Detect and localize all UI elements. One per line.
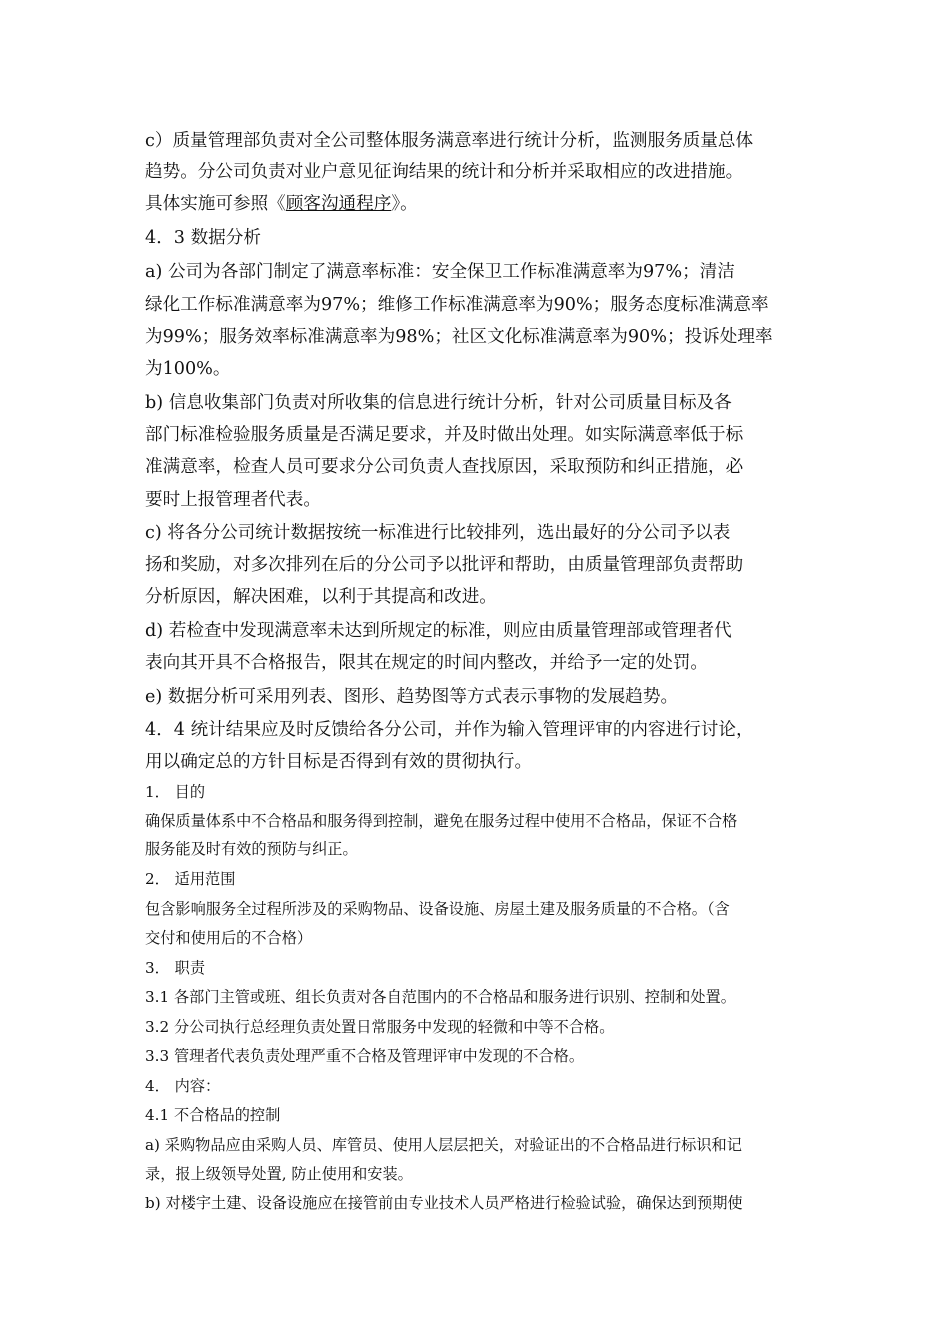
text-line: a) 采购物品应由采购人员、库管员、使用人层层把关，对验证出的不合格品进行标识和记 <box>145 1136 742 1154</box>
text-line: 2． 适用范围 <box>145 870 236 888</box>
text-line: 交付和使用后的不合格） <box>145 929 313 947</box>
text-line: 为99%；服务效率标准满意率为98%；社区文化标准满意率为90%；投诉处理率 <box>145 327 773 347</box>
text-line: 绿化工作标准满意率为97%；维修工作标准满意率为90%；服务态度标准满意率 <box>145 295 769 315</box>
text-line: 服务能及时有效的预防与纠正。 <box>145 840 358 858</box>
text-line: 具体实施可参照《顾客沟通程序》。 <box>145 194 418 214</box>
text-line: 4．4 统计结果应及时反馈给各分公司，并作为输入管理评审的内容进行讨论， <box>145 720 754 740</box>
text-line: 包含影响服务全过程所涉及的采购物品、设备设施、房屋土建及服务质量的不合格。（含 <box>145 900 730 918</box>
text-line: b) 信息收集部门负责对所收集的信息进行统计分析，针对公司质量目标及各 <box>145 393 732 413</box>
text-line: 3.3 管理者代表负责处理严重不合格及管理评审中发现的不合格。 <box>145 1047 585 1065</box>
text-line: 趋势。分公司负责对业户意见征询结果的统计和分析并采取相应的改进措施。 <box>145 162 744 182</box>
text-line: c) 将各分公司统计数据按统一标准进行比较排列，选出最好的分公司予以表 <box>145 523 731 543</box>
text-line: c）质量管理部负责对全公司整体服务满意率进行统计分析，监测服务质量总体 <box>145 131 754 151</box>
text-line: 为100%。 <box>145 359 231 379</box>
text-line: 扬和奖励，对多次排列在后的分公司予以批评和帮助，由质量管理部负责帮助 <box>145 555 744 575</box>
text-line: 4． 内容： <box>145 1077 221 1095</box>
text-line: 3.2 分公司执行总经理负责处置日常服务中发现的轻微和中等不合格。 <box>145 1018 615 1036</box>
text-line: 要时上报管理者代表。 <box>145 490 321 510</box>
text-line: 分析原因，解决困难，以利于其提高和改进。 <box>145 587 497 607</box>
text-line: 3.1 各部门主管或班、组长负责对各自范围内的不合格品和服务进行识别、控制和处置。 <box>145 988 736 1006</box>
text-line: e) 数据分析可采用列表、图形、趋势图等方式表示事物的发展趋势。 <box>145 687 679 707</box>
text-line: 表向其开具不合格报告，限其在规定的时间内整改，并给予一定的处罚。 <box>145 653 709 673</box>
text-line: d) 若检查中发现满意率未达到所规定的标准，则应由质量管理部或管理者代 <box>145 621 732 641</box>
text-line: b) 对楼宇土建、设备设施应在接管前由专业技术人员严格进行检验试验，确保达到预期使 <box>145 1194 743 1212</box>
text-line: a) 公司为各部门制定了满意率标准：安全保卫工作标准满意率为97%；清洁 <box>145 262 735 282</box>
text-line: 准满意率，检查人员可要求分公司负责人查找原因，采取预防和纠正措施，必 <box>145 457 744 477</box>
text-line: 4．3 数据分析 <box>145 228 261 248</box>
text-line: 4.1 不合格品的控制 <box>145 1106 281 1124</box>
text-line: 确保质量体系中不合格品和服务得到控制，避免在服务过程中使用不合格品，保证不合格 <box>145 812 738 830</box>
text-line: 用以确定总的方针目标是否得到有效的贯彻执行。 <box>145 752 533 772</box>
text-line: 录，报上级领导处置, 防止使用和安装。 <box>145 1165 413 1183</box>
text-line: 3． 职责 <box>145 959 206 977</box>
text-line: 1． 目的 <box>145 783 206 801</box>
text-line: 部门标准检验服务质量是否满足要求，并及时做出处理。如实际满意率低于标 <box>145 425 744 445</box>
